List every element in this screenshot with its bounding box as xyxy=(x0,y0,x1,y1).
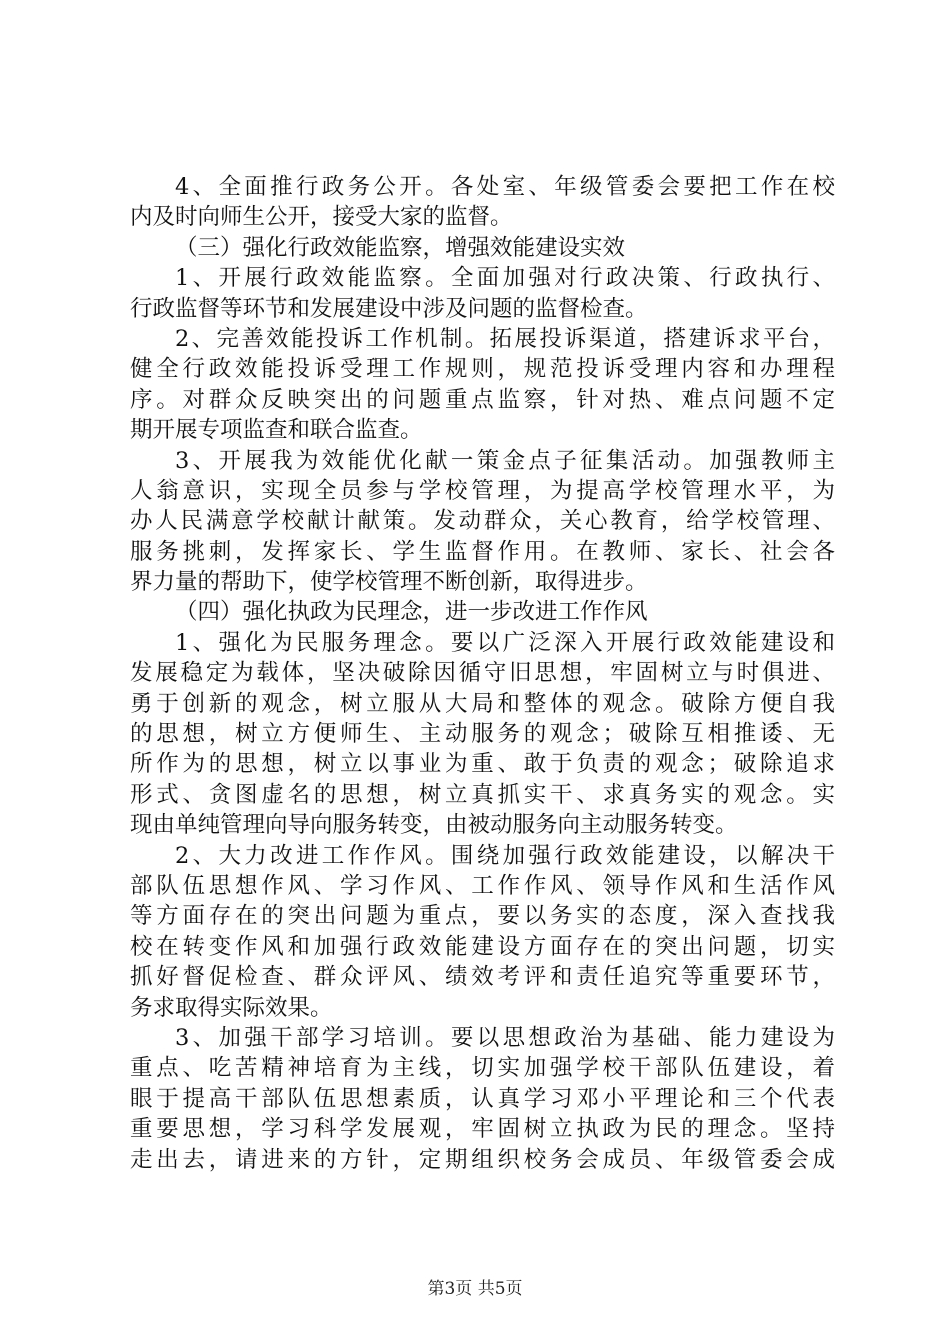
paragraph xyxy=(130,841,835,1023)
paragraph-line: 等方面存在的突出问题为重点，要以务实的态度，深入查找我 xyxy=(130,903,835,930)
page-footer: 第3页 共5页 xyxy=(427,1279,523,1299)
paragraph xyxy=(130,1023,835,1175)
paragraph-line: （四）强化执政为民理念，进一步改进工作作风 xyxy=(175,599,648,626)
paragraph-line: （三）强化行政效能监察，增强效能建设实效 xyxy=(175,234,626,261)
paragraph xyxy=(130,324,835,446)
paragraph-line: 期开展专项监查和联合监查。 xyxy=(130,417,423,444)
document-body xyxy=(130,172,835,1175)
paragraph xyxy=(130,628,835,841)
paragraph-line: 校在转变作风和加强行政效能建设方面存在的突出问题，切实 xyxy=(130,933,835,960)
paragraph-line: 所作为的思想，树立以事业为重、敢于负责的观念；破除追求 xyxy=(130,751,835,778)
paragraph xyxy=(130,233,835,263)
paragraph-line: 1、强化为民服务理念。要以广泛深入开展行政效能建设和 xyxy=(175,629,835,656)
paragraph-line: 走出去，请进来的方针，定期组织校务会成员、年级管委会成 xyxy=(130,1146,835,1173)
paragraph-line: 务求取得实际效果。 xyxy=(130,994,333,1021)
paragraph-line: 1、开展行政效能监察。全面加强对行政决策、行政执行、 xyxy=(175,265,835,292)
paragraph-line: 序。对群众反映突出的问题重点监察，针对热、难点问题不定 xyxy=(130,386,835,413)
paragraph-line: 重点、吃苦精神培育为主线，切实加强学校干部队伍建设，着 xyxy=(130,1055,835,1082)
paragraph-line: 发展稳定为载体，坚决破除因循守旧思想，牢固树立与时俱进、 xyxy=(130,660,835,687)
paragraph-line: 2、完善效能投诉工作机制。拓展投诉渠道，搭建诉求平台， xyxy=(175,325,835,352)
paragraph-line: 部队伍思想作风、学习作风、工作作风、领导作风和生活作风 xyxy=(130,872,835,899)
paragraph-line: 勇于创新的观念，树立服从大局和整体的观念。破除方便自我 xyxy=(130,690,835,717)
paragraph-line: 行政监督等环节和发展建设中涉及问题的监督检查。 xyxy=(130,295,648,322)
paragraph-line: 内及时向师生公开，接受大家的监督。 xyxy=(130,204,513,231)
paragraph-line: 3、加强干部学习培训。要以思想政治为基础、能力建设为 xyxy=(175,1024,835,1051)
paragraph-line: 重要思想，学习科学发展观，牢固树立执政为民的理念。坚持 xyxy=(130,1116,835,1143)
paragraph-line: 眼于提高干部队伍思想素质，认真学习邓小平理论和三个代表 xyxy=(130,1085,835,1112)
paragraph-line: 3、开展我为效能优化献一策金点子征集活动。加强教师主 xyxy=(175,447,835,474)
paragraph xyxy=(130,263,835,324)
paragraph-line: 人翁意识，实现全员参与学校管理，为提高学校管理水平，为 xyxy=(130,477,835,504)
paragraph-line: 办人民满意学校献计献策。发动群众，关心教育，给学校管理、 xyxy=(130,508,835,535)
paragraph-line: 形式、贪图虚名的思想，树立真抓实干、求真务实的观念。实 xyxy=(130,781,835,808)
paragraph-line: 抓好督促检查、群众评风、绩效考评和责任追究等重要环节， xyxy=(130,964,835,991)
paragraph-line: 界力量的帮助下，使学校管理不断创新，取得进步。 xyxy=(130,569,648,596)
paragraph xyxy=(130,597,835,627)
paragraph-line: 服务挑刺，发挥家长、学生监督作用。在教师、家长、社会各 xyxy=(130,538,835,565)
paragraph-line: 4、全面推行政务公开。各处室、年级管委会要把工作在校 xyxy=(175,174,835,200)
paragraph-line: 的思想，树立方便师生、主动服务的观念；破除互相推诿、无 xyxy=(130,721,835,748)
paragraph-line: 现由单纯管理向导向服务转变，由被动服务向主动服务转变。 xyxy=(130,812,738,839)
paragraph xyxy=(130,172,835,233)
paragraph xyxy=(130,446,835,598)
paragraph-line: 健全行政效能投诉受理工作规则，规范投诉受理内容和办理程 xyxy=(130,356,835,383)
paragraph-line: 2、大力改进工作作风。围绕加强行政效能建设，以解决干 xyxy=(175,842,835,869)
